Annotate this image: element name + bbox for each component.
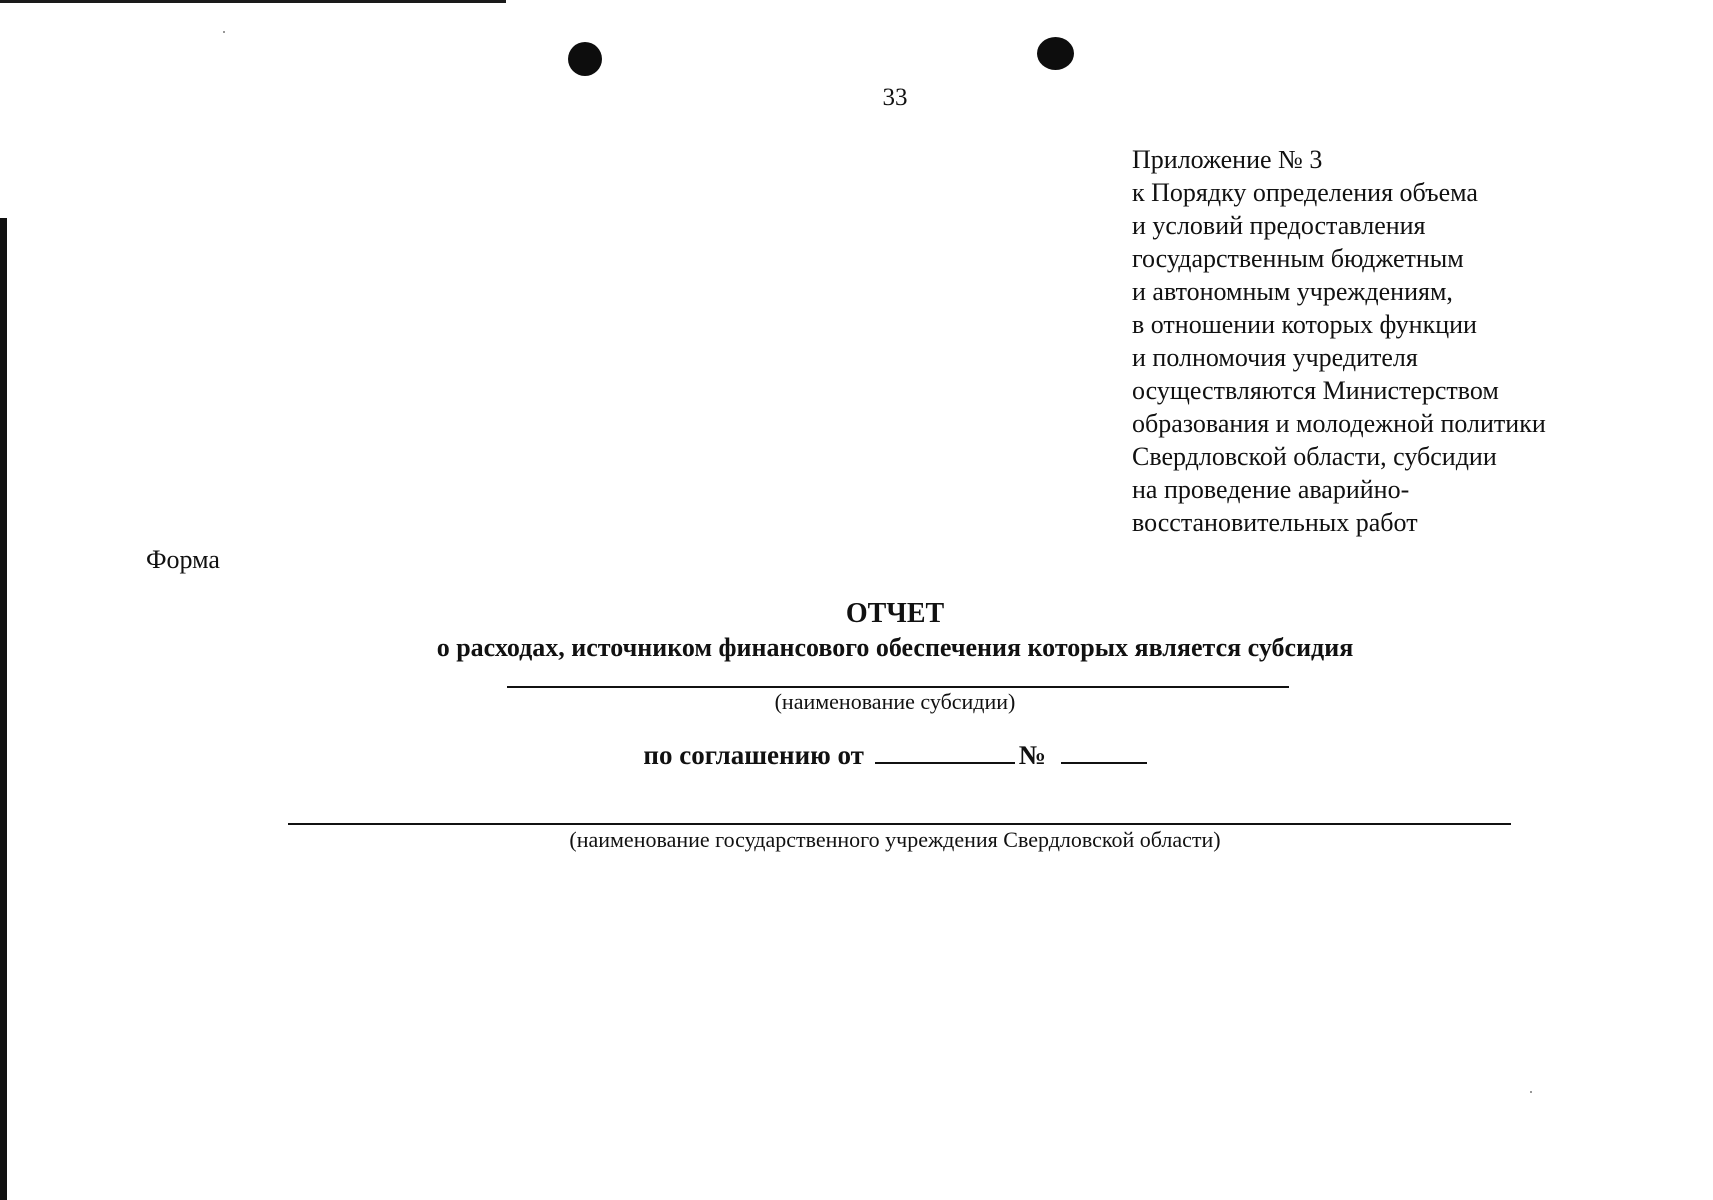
agreement-number-blank <box>1061 740 1147 764</box>
appendix-line: восстановительных работ <box>1132 508 1418 537</box>
institution-caption: (наименование государственного учреждения Свердловской области) <box>569 827 1221 852</box>
agreement-prefix: по соглашению от <box>643 740 864 770</box>
appendix-line: в отношении которых функции <box>1132 310 1477 339</box>
appendix-line: на проведение аварийно- <box>1132 475 1410 504</box>
appendix-line: государственным бюджетным <box>1132 244 1464 273</box>
appendix-line: и полномочия учредителя <box>1132 343 1418 372</box>
agreement-line <box>0 740 1713 771</box>
report-subtitle: о расходах, источником финансового обеспечения которых является субсидия <box>436 633 1354 662</box>
appendix-line: к Порядку определения объема <box>1132 178 1478 207</box>
scan-speck <box>1530 1091 1532 1093</box>
scan-top-edge <box>0 0 506 3</box>
punch-hole-left <box>568 42 602 76</box>
appendix-block <box>1132 143 1692 539</box>
appendix-line: Приложение № 3 <box>1132 145 1323 174</box>
report-title: ОТЧЕТ <box>845 598 945 629</box>
form-label: Форма <box>146 545 220 574</box>
institution-name-line <box>288 823 1511 825</box>
scan-speck <box>223 31 225 33</box>
appendix-line: и условий предоставления <box>1132 211 1426 240</box>
subsidy-name-line <box>507 686 1289 688</box>
appendix-line: образования и молодежной политики <box>1132 409 1546 438</box>
subsidy-caption: (наименование субсидии) <box>774 689 1016 714</box>
punch-hole-right <box>1037 37 1074 70</box>
appendix-line: осуществляются Министерством <box>1132 376 1499 405</box>
agreement-date-blank <box>875 740 1015 764</box>
agreement-number-sign: № <box>1018 740 1046 770</box>
appendix-line: и автономным учреждениям, <box>1132 277 1453 306</box>
appendix-line: Свердловской области, субсидии <box>1132 442 1497 471</box>
page-number: 33 <box>882 84 908 111</box>
